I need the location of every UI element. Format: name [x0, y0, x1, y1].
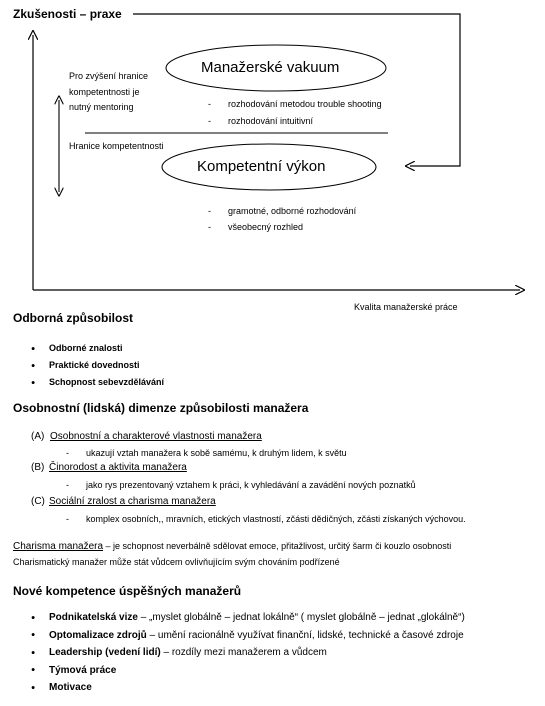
odborna-list — [27, 340, 164, 391]
section-a-title: Osobnostní a charakterové vlastnosti manažera — [50, 431, 262, 442]
list-item: ● Schopnost sebevzdělávání — [27, 374, 164, 391]
y-axis-label: Zkušenosti – praxe — [13, 7, 122, 21]
charisma-term: Charisma manažera — [13, 541, 104, 552]
charisma-definition: Charisma manažera – je schopnost neverbálně sdělovat emoce, přitažlivost, určitý šarm či kouzlo osobnosti — [13, 541, 452, 552]
nove-heading: Nové kompetence úspěšných manažerů — [13, 584, 242, 598]
list-item: ● Praktické dovednosti — [27, 357, 164, 374]
section-a-detail: - ukazují vztah manažera k sobě samému, k druhým lidem, k světu — [86, 448, 347, 458]
list-item: ● Odborné znalosti — [27, 340, 164, 357]
section-b-title: Činorodost a aktivita manažera — [49, 462, 187, 473]
vacuum-label: Manažerské vakuum — [201, 59, 340, 76]
boundary-label: Hranice kompetentnosti — [69, 141, 164, 151]
vacuum-item: - rozhodování metodou trouble shooting — [228, 99, 382, 109]
odborna-heading: Odborná způsobilost — [13, 311, 133, 325]
competent-item: - gramotné, odborné rozhodování — [228, 206, 356, 216]
section-c-marker: (C) — [31, 496, 45, 507]
list-item: ● Týmová práce — [27, 662, 465, 680]
section-b-detail: - jako rys prezentovaný vztahem k práci, k vyhledávání a zavádění nových poznatků — [86, 480, 416, 490]
section-c-title: Sociální zralost a charisma manažera — [49, 496, 216, 507]
list-item: ● Leadership (vedení lidí) – rozdíly mezi manažerem a vůdcem — [27, 644, 465, 662]
mentoring-note: Pro zvýšení hranice kompetentnosti je nutný mentoring — [69, 71, 149, 112]
vacuum-item: - rozhodování intuitivní — [228, 116, 313, 126]
section-c-detail: - komplex osobních,, mravních, etických vlastností, zčásti dědičných, zčásti získaných výchovou. — [86, 514, 466, 524]
list-item: ● Podnikatelská vize – „myslet globálně – jednat lokálně“ ( myslet globálně – jednat „glokálně“) — [27, 609, 465, 627]
x-axis-label: Kvalita manažerské práce — [354, 302, 458, 312]
section-a-marker: (A) — [31, 431, 45, 442]
section-b-marker: (B) — [31, 462, 45, 473]
osobnostni-heading: Osobnostní (lidská) dimenze způsobilosti manažera — [13, 401, 309, 415]
charisma-line2: Charismatický manažer může stát vůdcem ovlivňujícím svým chováním podřízené — [13, 557, 340, 567]
list-item: ● Motivace — [27, 679, 465, 697]
nove-list — [27, 609, 465, 697]
list-item: ● Optomalizace zdrojů – umění racionálně využívat finanční, lidské, technické a časové zdroje — [27, 627, 465, 645]
competent-label: Kompetentní výkon — [197, 158, 326, 175]
competent-item: - všeobecný rozhled — [228, 222, 303, 232]
